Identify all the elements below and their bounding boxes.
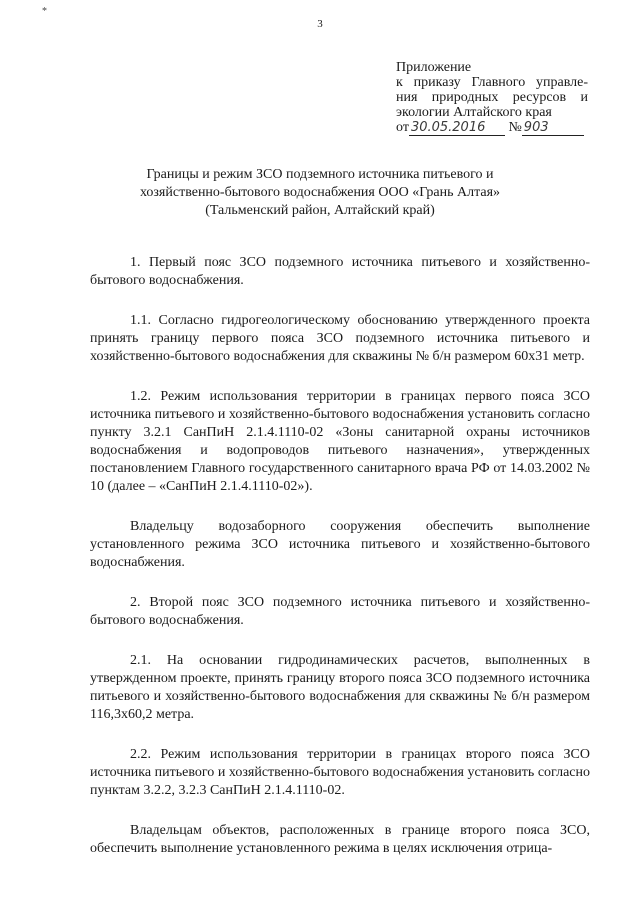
appendix-date-number [396, 120, 588, 136]
title-line: хозяйственно-бытового водоснабжения ООО «Грань Алтая» [139, 185, 501, 200]
paragraph: 1.2. Режим использования территории в границах первого пояса ЗСО источника питьевого и хозяйственно-бытового водоснабжения установить согласно пункту 3.2.1 СанПиН 2.1.4.1110-02 «Зоны санитарной охраны источников водоснабжения и водопроводов питьевого назначения», утвержденных постановлением Главного государственного санитарного врача РФ от 14.03.2002 № 10 (далее – «СанПиН 2.1.4.1110-02»). [90, 389, 590, 494]
appendix-header [396, 60, 588, 136]
document-body [90, 254, 590, 880]
appendix-line: к приказу Главного управле- [396, 75, 588, 90]
paragraph: 1. Первый пояс ЗСО подземного источника питьевого и хозяйственно-бытового водоснабжения. [90, 255, 590, 288]
paragraph: Владельцам объектов, расположенных в границе второго пояса ЗСО, обеспечить выполнение установленного режима в целях исключения отрица- [90, 823, 590, 856]
appendix-line: экологии Алтайского края [396, 105, 552, 120]
paragraph: 2.1. На основании гидродинамических расчетов, выполненных в утвержденном проекте, принять границу второго пояса ЗСО подземного источника питьевого и хозяйственно-бытового водоснабжения для скважины № б/н размером 116,3х60,2 метра. [90, 653, 590, 722]
page-number: 3 [317, 18, 323, 30]
handwritten-date: 30.05.2016 [409, 120, 505, 136]
paragraph: 1.1. Согласно гидрогеологическому обоснованию утвержденного проекта принять границу первого пояса ЗСО подземного источника питьевого и хозяйственно-бытового водоснабжения для скважины № б/н размером 60х31 метр. [90, 313, 590, 364]
title-line: Границы и режим ЗСО подземного источника питьевого и [146, 167, 494, 182]
date-prefix: от [396, 120, 409, 135]
handwritten-number: 903 [522, 120, 584, 136]
document-title [100, 166, 540, 220]
title-line: (Тальменский район, Алтайский край) [205, 203, 435, 218]
appendix-title: Приложение [396, 60, 472, 75]
appendix-line: ния природных ресурсов и [396, 90, 588, 105]
paragraph: Владельцу водозаборного сооружения обеспечить выполнение установленного режима ЗСО источника питьевого и хозяйственно-бытового водоснабжения. [90, 519, 590, 570]
corner-mark: * [42, 6, 47, 17]
paragraph: 2. Второй пояс ЗСО подземного источника питьевого и хозяйственно-бытового водоснабжения. [90, 595, 590, 628]
number-prefix: № [508, 120, 522, 135]
paragraph: 2.2. Режим использования территории в границах второго пояса ЗСО источника питьевого и хозяйственно-бытового водоснабжения установить согласно пунктам 3.2.2, 3.2.3 СанПиН 2.1.4.1110-02. [90, 747, 590, 798]
